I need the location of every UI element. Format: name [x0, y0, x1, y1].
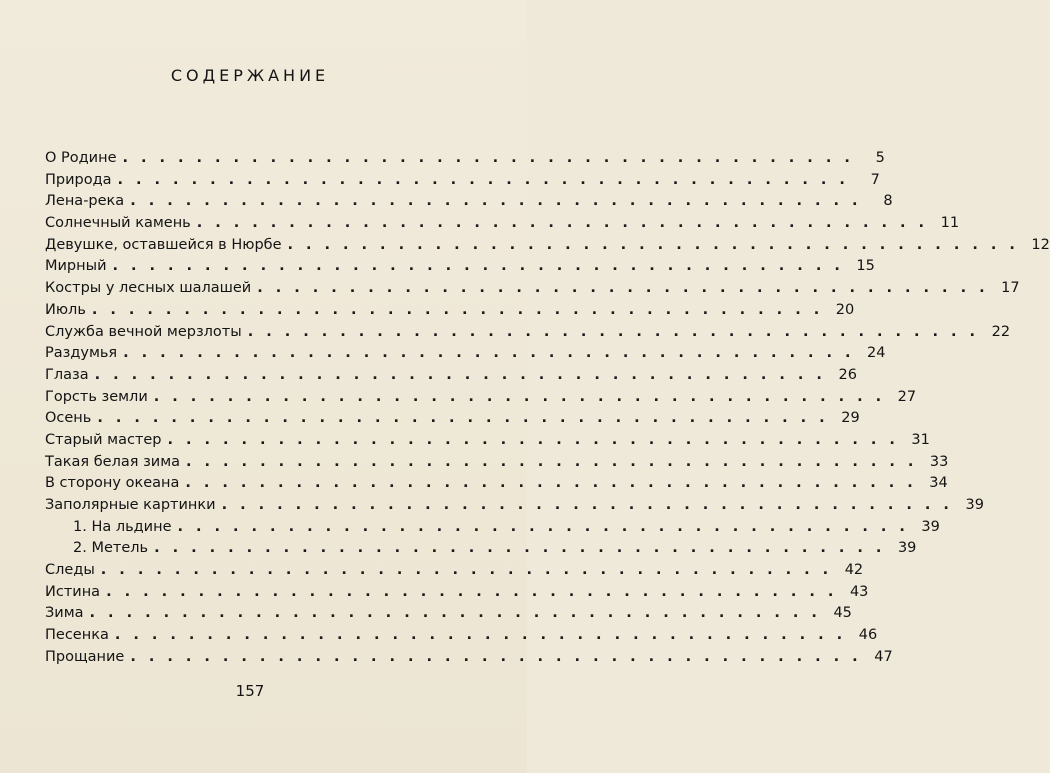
dot-leader: ........................................ — [247, 323, 989, 340]
toc-entry — [45, 560, 864, 582]
toc-entry-title: В сторону океана — [45, 475, 180, 492]
toc-entry-title: Июль — [45, 301, 86, 318]
toc-entry-page: 7 — [870, 171, 880, 188]
page-number: 157 — [235, 682, 265, 700]
dot-leader: ........................................ — [221, 497, 962, 513]
toc-entry-page: 12 — [1031, 236, 1050, 253]
dot-leader: ........................................ — [91, 301, 833, 318]
toc-entry-page: 27 — [897, 388, 917, 405]
dot-leader: ........................................ — [97, 410, 838, 427]
toc-entry-title: Прощание — [45, 648, 125, 665]
dot-leader: ........................................ — [106, 583, 847, 600]
toc-entry — [45, 430, 930, 452]
toc-entry-title: Заполярные картинки — [45, 497, 216, 513]
toc-entry — [45, 625, 878, 647]
toc-entry — [45, 213, 960, 235]
dot-leader: ........................................ — [112, 258, 853, 275]
toc-entry — [45, 495, 984, 517]
contents-heading: СОДЕРЖАНИЕ — [170, 66, 330, 85]
toc-entry — [45, 452, 949, 474]
dot-leader: ........................................ — [130, 193, 871, 210]
toc-entry-page: 17 — [1001, 280, 1020, 297]
toc-entry-page: 22 — [991, 323, 1011, 340]
toc-entry-page: 5 — [875, 150, 885, 166]
toc-entry-page: 47 — [874, 648, 893, 665]
dot-leader: ........................................ — [130, 648, 871, 665]
toc-entry — [45, 191, 893, 213]
toc-entry-title: Девушке, оставшейся в Нюрбе — [45, 236, 282, 253]
dot-leader: ........................................ — [117, 171, 858, 188]
toc-entry-title: Костры у лесных шалашей — [45, 280, 252, 297]
dot-leader: ........................................ — [167, 431, 908, 448]
toc-entry-page: 34 — [929, 475, 948, 492]
toc-entry-page: 8 — [883, 193, 893, 210]
toc-entry-page: 29 — [841, 410, 860, 427]
toc-entry-title: Лена-река — [45, 193, 125, 210]
toc-entry — [45, 300, 855, 322]
toc-entry-title: О Родине — [45, 150, 117, 166]
toc-entry-title: Истина — [45, 583, 101, 600]
toc-entry-title: Глаза — [45, 366, 89, 383]
dot-leader: ........................................ — [94, 366, 835, 383]
dot-leader: ........................................ — [185, 475, 926, 492]
toc-entry — [45, 582, 869, 604]
toc-entry — [45, 148, 885, 170]
dot-leader: ........................................ — [257, 280, 998, 297]
toc-entry-page: 43 — [849, 583, 869, 600]
toc-entry-page: 11 — [940, 215, 960, 232]
toc-entry-page: 31 — [911, 431, 930, 448]
toc-subentry — [45, 517, 940, 539]
dot-leader: ........................................ — [287, 236, 1028, 253]
toc-entry-title: Раздумья — [45, 345, 118, 362]
toc-entry-title: Служба вечной мерзлоты — [45, 323, 242, 340]
dot-leader: ........................................ — [196, 215, 938, 232]
toc-entry — [45, 408, 860, 430]
toc-entry-title: Старый мастер — [45, 431, 162, 448]
toc-entry-title: Следы — [45, 562, 95, 579]
toc-entry-title: Зима — [45, 605, 84, 622]
toc-entry-page: 42 — [844, 562, 864, 579]
toc-entry-title: Горсть земли — [45, 388, 148, 405]
toc-entry-title: Природа — [45, 171, 112, 188]
dot-leader: ........................................ — [100, 562, 842, 579]
toc-entry-title: Мирный — [45, 258, 107, 275]
toc-entry — [45, 473, 948, 495]
toc-entry-title: Такая белая зима — [45, 453, 181, 470]
dot-leader: ........................................ — [154, 540, 895, 557]
toc-entry — [45, 235, 1050, 257]
toc-entry — [45, 256, 875, 278]
toc-entry-page: 20 — [835, 301, 855, 318]
toc-entry — [45, 343, 886, 365]
toc-entry-page: 39 — [897, 540, 917, 557]
toc-entry-page: 24 — [867, 345, 886, 362]
toc-entry — [45, 170, 880, 192]
toc-entry-title: Осень — [45, 410, 92, 427]
toc-entry-page: 39 — [921, 518, 940, 535]
dot-leader: ........................................ — [153, 388, 895, 405]
dot-leader: ........................................ — [123, 345, 864, 362]
dot-leader: ........................................ — [89, 605, 830, 622]
toc-entry-page: 15 — [856, 258, 875, 275]
toc-entry-title: 2. Метель — [73, 540, 149, 557]
toc-entry — [45, 365, 857, 387]
dot-leader: ........................................ — [114, 627, 856, 644]
dot-leader: ........................................ — [122, 150, 863, 166]
toc-entry-page: 26 — [838, 366, 857, 383]
toc-entry — [45, 322, 1011, 344]
toc-entry-title: 1. На льдине — [73, 518, 172, 535]
toc-entry-page: 45 — [833, 605, 852, 622]
dot-leader: ........................................ — [177, 518, 918, 535]
toc-entry-page: 46 — [858, 627, 878, 644]
dot-leader: ........................................ — [186, 453, 927, 470]
toc-entry-page: 33 — [929, 453, 949, 470]
toc-entry-title: Солнечный камень — [45, 215, 191, 232]
toc-entry — [45, 278, 1020, 300]
toc-entry-title: Песенка — [45, 627, 109, 644]
toc-entry — [45, 603, 852, 625]
table-of-contents — [45, 148, 1050, 669]
toc-entry — [45, 647, 893, 669]
toc-entry — [45, 387, 917, 409]
toc-subentry — [45, 538, 917, 560]
toc-entry-page: 39 — [965, 497, 984, 513]
